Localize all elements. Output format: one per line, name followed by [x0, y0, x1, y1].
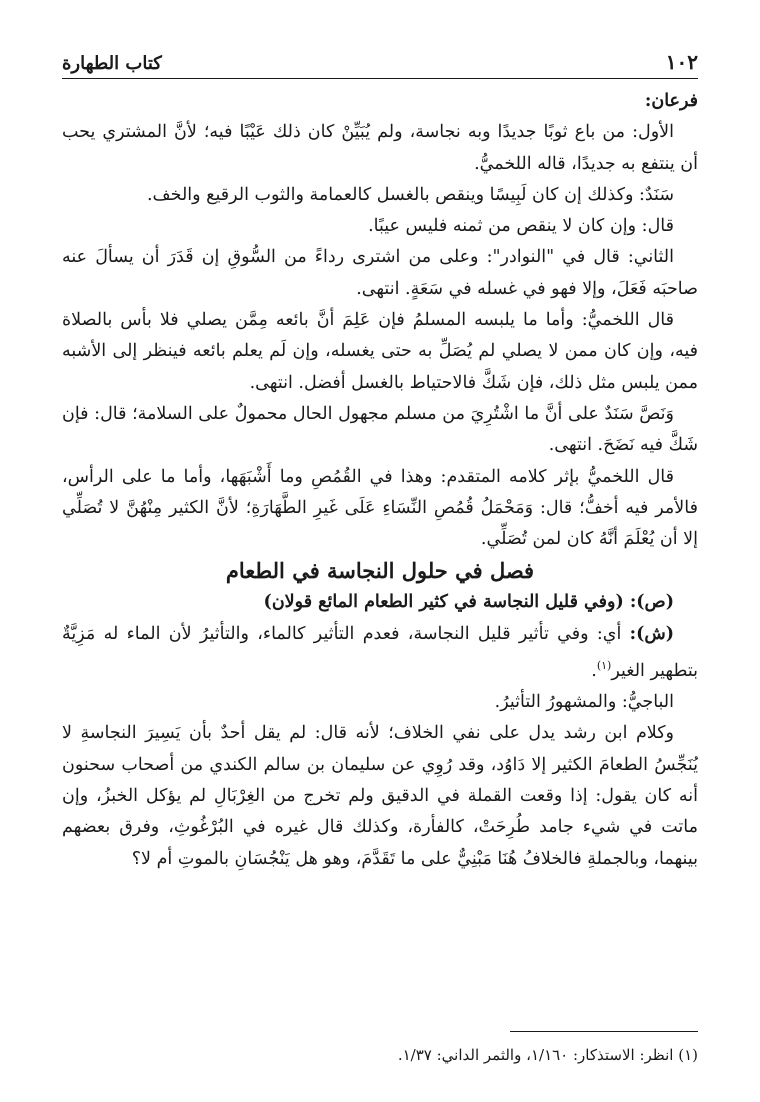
page-number: ١٠٢: [665, 50, 698, 74]
paragraph-ibn-rushd: وكلام ابن رشد يدل على نفي الخلاف؛ لأنه قال: لم يقل أحدٌ بأن يَسِيرَ النجاسةِ لا يُنَجِّسُ الطعامَ الكثير إلا دَاوُد، وقد رُوِي عن سليمان بن سالم الكندي من أصحاب سحنون أنه كان يقول: إذا وقعت القملة في الدقيق ولم تخرج من الغِرْبَالِ لم يؤكل الخبزُ، وإن ماتت في شيء جامد طُرِحَتْ، كالفأرة، وكذلك قال غيره في البُرْغُوثِ، وفرق بعضهم بينهما، وبالجملةِ فالخلافُ هُنَا مَبْنِيٌّ على ما تَقَدَّمَ، وهو هل يَنْجُسَانِ بالموتِ أم لا؟: [62, 723, 698, 869]
page-header: [62, 40, 698, 79]
matn-text: (ص): (وفي قليل النجاسة في كثير الطعام المائع قولان): [263, 592, 674, 613]
paragraph-qala: قال: وإن كان لا ينقص من ثمنه فليس عيبًا.: [368, 216, 674, 237]
paragraph-second-branch: الثاني: قال في "النوادر": وعلى من اشترى رداءً من السُّوقِ إن قَدَرَ أن يسألَ عنه صاحبَه فَعَلَ، وإلا فهو في غسله في سَعَةٍ. انتهى.: [62, 247, 698, 299]
sharh-label: (ش):: [629, 623, 674, 644]
sharh-end: .: [591, 660, 597, 681]
footnote-reference: (١): [596, 659, 612, 673]
section-heading: فصل في حلول النجاسة في الطعام: [225, 558, 535, 584]
chapter-title: كتاب الطهارة: [62, 53, 162, 74]
paragraph-sanad-text: وَنَصَّ سَنَدٌ على أنَّ ما اشْتُرِيَ من مسلم مجهول الحال محمولٌ على السلامة؛ قال: فإن شَكَّ فيه نَضَحَ. انتهى.: [62, 403, 698, 456]
paragraph-lakhmi: قال اللخميُّ: وأما ما يلبسه المسلمُ فإن عَلِمَ أنَّ بائعه مِمَّن يصلي فلا بأس بالصلاة فيه، وإن كان ممن لا يصلي لم يُصَلِّ به حتى يغسله، وإن لَم يعلم بائعه فينظر إلى الأشبه ممن يلبس مثل ذلك، فإن شَكَّ فالاحتياط بالغسل أفضل. انتهى.: [62, 310, 698, 393]
paragraph-first-branch: الأول: من باع ثوبًا جديدًا وبه نجاسة، ولم يُبَيِّنْ كان ذلك عَيْبًا فيه؛ لأنَّ المشتري يحب أن ينتفع به جديدًا، قاله اللخميُّ.: [62, 122, 698, 174]
paragraph-sanad: سَنَدٌ: وكذلك إن كان لَبِيسًا وينقص بالغسل كالعمامة والثوب الرقيع والخف.: [146, 184, 674, 205]
page-body: [62, 86, 698, 875]
sharh-paragraph: [62, 619, 698, 687]
footnote-divider: [510, 1031, 698, 1032]
branches-title: فرعان:: [644, 91, 698, 111]
footnote: (١) انظر: الاستذكار: ١/١٦٠، والثمر الداني: ١/٣٧.: [397, 1046, 698, 1064]
paragraph-lakhmi-continued: قال اللخميُّ بإثر كلامه المتقدم: وهذا في القُمُصِ وما أَشْبَهَها، وأما ما على الرأس، فالأمر فيه أخفُّ؛ قال: وَمَحْمَلُ قُمُصِ النِّسَاءِ عَلَى غَيرِ الطَّهَارَةِ؛ لأنَّ الكثير مِنْهُنَّ لا تُصَلِّي إلا أن يُعْلَمَ أنَّهُ كان لمن تُصَلِّي.: [62, 466, 698, 550]
sharh-text: أي: وفي تأثير قليل النجاسة، فعدم التأثير كالماء، والتأثيرُ لأن الماء له مَزِيَّةٌ بتطهير الغير: [62, 623, 698, 681]
paragraph-baji: الباجيُّ: والمشهورُ التأثيرُ.: [494, 692, 674, 713]
